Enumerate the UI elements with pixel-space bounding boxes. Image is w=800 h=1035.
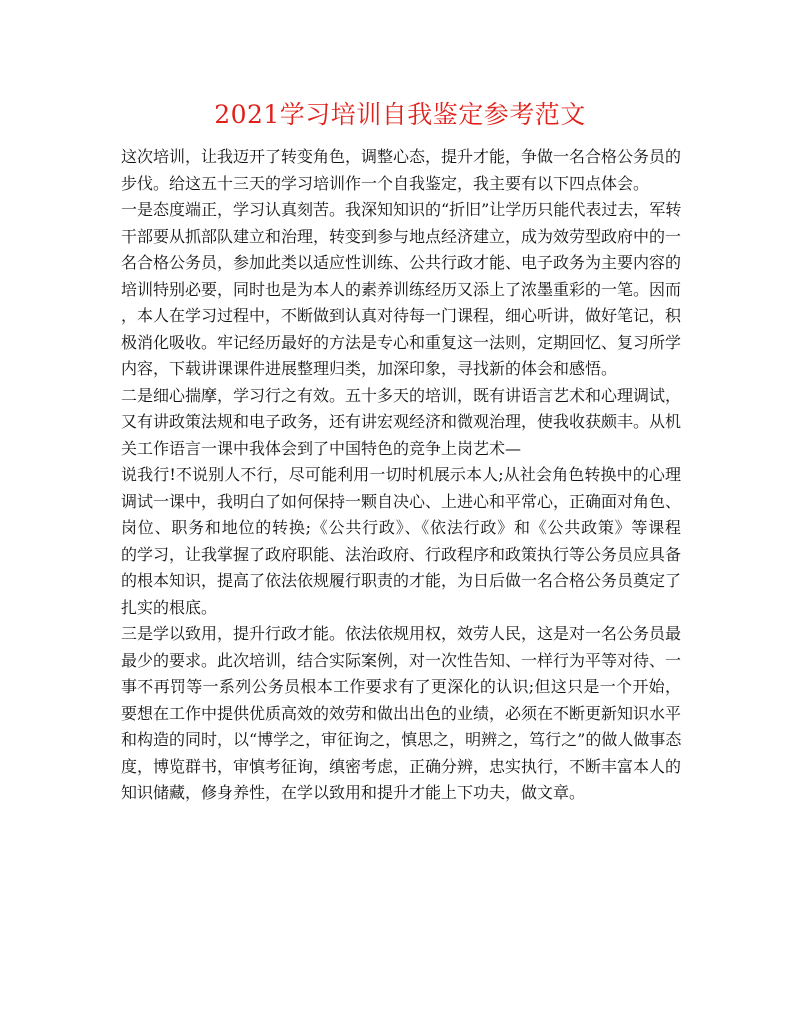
body-line: 内容，下载讲课课件进展整理归类，加深印象，寻找新的体会和感悟。 [121, 359, 618, 378]
body-line: 名合格公务员，参加此类以适应性训练、公共行政才能、电子政务为主要内容的 [121, 253, 681, 272]
body-line: 扎实的根底。 [121, 597, 218, 617]
body-line: 培训特别必要，同时也是为本人的素养训练经历又添上了浓墨重彩的一笔。因而 [121, 279, 681, 299]
document-title: 2021学习培训自我鉴定参考范文 [214, 100, 586, 129]
body-line: 度，博览群书，审慎考征询，缜密考虑，正确分辨，忠实执行，不断丰富本人的 [121, 756, 681, 776]
body-line: 事不再罚等一系列公务员根本工作要求有了更深化的认识;但这只是一个开始， [121, 677, 681, 696]
body-line: 最少的要求。此次培训，结合实际案例，对一次性告知、一样行为平等对待、一 [121, 650, 681, 670]
body-line: 一是态度端正，学习认真刻苦。我深知知识的“折旧”让学历只能代表过去，军转 [121, 200, 681, 219]
body-line: 说我行!不说别人不行，尽可能利用一切时机展示本人;从社会角色转换中的心理 [121, 465, 681, 484]
body-line: 调试一课中，我明白了如何保持一颗自决心、上进心和平常心，正确面对角色、 [121, 491, 681, 511]
body-line: 二是细心揣摩，学习行之有效。五十多天的培训，既有讲语言艺术和心理调试， [121, 385, 681, 405]
body-line: 这次培训，让我迈开了转变角色，调整心态，提升才能，争做一名合格公务员的 [121, 147, 681, 166]
document-body [121, 144, 681, 807]
body-line: 干部要从抓部队建立和治理，转变到参与地点经济建立，成为效劳型政府中的一 [121, 226, 681, 246]
body-line: 三是学以致用，提升行政才能。依法依规用权，效劳人民，这是对一名公务员最 [121, 624, 681, 643]
body-line: 知识储藏，修身养性，在学以致用和提升才能上下功夫，做文章。 [121, 783, 586, 802]
body-line: 极消化吸收。牢记经历最好的方法是专心和重复这一法则，定期回忆、复习所学 [121, 332, 681, 352]
body-line: 要想在工作中提供优质高效的效劳和做出出色的业绩，必须在不断更新知识水平 [121, 703, 681, 723]
body-line: 岗位、职务和地位的转换;《公共行政》、《依法行政》和《公共政策》等课程 [121, 518, 681, 537]
body-line: 步伐。给这五十三天的学习培训作一个自我鉴定，我主要有以下四点体会。 [121, 173, 650, 193]
body-line: ，本人在学习过程中，不断做到认真对待每一门课程，细心听讲，做好笔记，积 [121, 306, 681, 325]
body-line: 和构造的同时，以“博学之，审征询之，慎思之，明辨之，笃行之”的做人做事态 [121, 730, 681, 749]
body-line: 又有讲政策法规和电子政务，还有讲宏观经济和微观治理，使我收获颇丰。从机 [121, 412, 681, 431]
body-line: 关工作语言一课中我体会到了中国特色的竞争上岗艺术— [121, 438, 522, 458]
body-line: 的根本知识，提高了依法依规履行职责的才能，为日后做一名合格公务员奠定了 [121, 571, 681, 590]
body-line: 的学习，让我掌握了政府职能、法治政府、行政程序和政策执行等公务员应具备 [121, 544, 681, 564]
